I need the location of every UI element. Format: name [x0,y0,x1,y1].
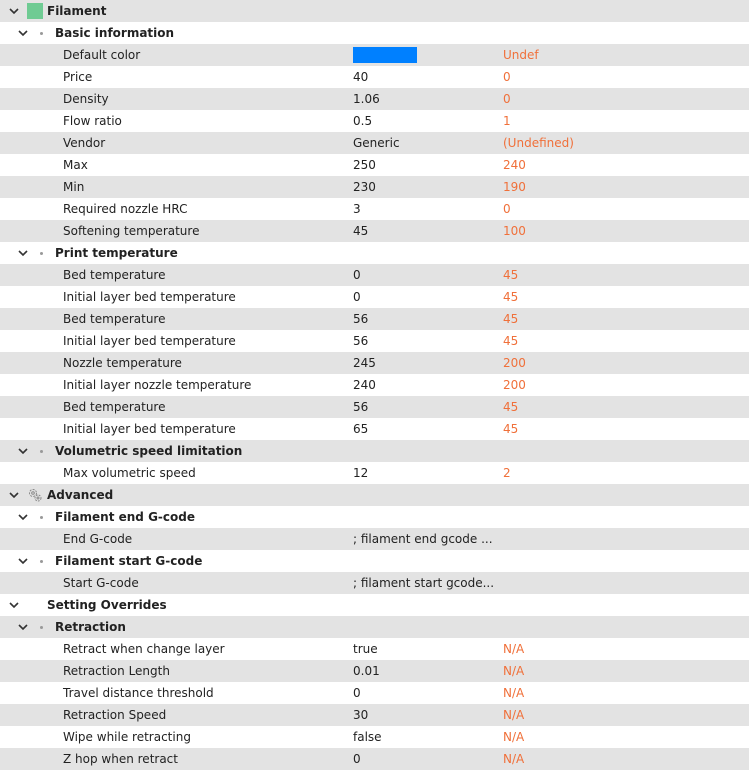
property-row[interactable] [0,660,749,682]
tree-group-row[interactable] [0,0,749,22]
property-value[interactable]: 0.01 [353,664,380,678]
original-value: 0 [503,92,511,106]
tree-group-row[interactable] [0,22,749,44]
property-value[interactable]: 0 [353,268,361,282]
property-row[interactable] [0,176,749,198]
chevron-down-icon[interactable] [9,594,21,616]
original-value: 45 [503,312,519,326]
property-value[interactable]: 1.06 [353,92,380,106]
chevron-down-icon[interactable] [9,484,21,506]
tree-group-row[interactable] [0,550,749,572]
property-value[interactable]: false [353,730,382,744]
chevron-down-icon[interactable] [18,506,30,528]
property-row[interactable] [0,462,749,484]
original-value: Undef [503,48,539,62]
original-value: 45 [503,400,519,414]
property-row[interactable] [0,308,749,330]
original-value: 0 [503,202,511,216]
property-row[interactable] [0,418,749,440]
property-value[interactable]: 0 [353,686,361,700]
property-label: Initial layer nozzle temperature [63,378,252,392]
property-row[interactable] [0,154,749,176]
property-label: Wipe while retracting [63,730,191,744]
property-label: Initial layer bed temperature [63,290,236,304]
property-row[interactable] [0,132,749,154]
chevron-down-icon[interactable] [18,440,30,462]
property-row[interactable] [0,396,749,418]
original-value: 1 [503,114,511,128]
bullet-icon [40,560,43,563]
property-value[interactable]: 230 [353,180,376,194]
property-value[interactable]: 0 [353,752,361,766]
property-row[interactable] [0,110,749,132]
property-label: Min [63,180,85,194]
section-label: Basic information [55,26,175,40]
property-label: Initial layer bed temperature [63,422,236,436]
original-value: N/A [503,708,525,722]
original-value: 45 [503,290,519,304]
property-row[interactable] [0,220,749,242]
property-label: Bed temperature [63,400,166,414]
property-label: Max [63,158,88,172]
property-label: Nozzle temperature [63,356,182,370]
property-row[interactable] [0,528,749,550]
property-label: Bed temperature [63,312,166,326]
property-row[interactable] [0,748,749,770]
property-row[interactable] [0,704,749,726]
tree-group-row[interactable] [0,594,749,616]
property-value[interactable]: 30 [353,708,369,722]
property-row[interactable] [0,66,749,88]
tree-group-row[interactable] [0,616,749,638]
original-value: (Undefined) [503,136,574,150]
property-value[interactable]: 240 [353,378,376,392]
tree-group-row[interactable] [0,484,749,506]
property-row[interactable] [0,374,749,396]
property-row[interactable] [0,198,749,220]
filament-color-icon [27,3,43,19]
property-value[interactable]: 56 [353,400,369,414]
original-value: 2 [503,466,511,480]
original-value: 240 [503,158,526,172]
chevron-down-icon[interactable] [18,550,30,572]
original-value: N/A [503,686,525,700]
group-label: Advanced [47,488,114,502]
property-label: Required nozzle HRC [63,202,188,216]
bullet-icon [40,450,43,453]
property-row[interactable] [0,352,749,374]
color-swatch[interactable] [353,47,417,63]
property-value[interactable]: ; filament end gcode ... [353,532,493,546]
property-value[interactable]: 65 [353,422,369,436]
property-label: Price [63,70,93,84]
original-value: 0 [503,70,511,84]
original-value: N/A [503,752,525,766]
property-label: Density [63,92,109,106]
original-value: 200 [503,378,526,392]
property-value[interactable]: 40 [353,70,369,84]
property-row[interactable] [0,264,749,286]
original-value: 200 [503,356,526,370]
property-label: Z hop when retract [63,752,178,766]
property-value[interactable]: 56 [353,334,369,348]
property-label: Flow ratio [63,114,122,128]
bullet-icon [40,516,43,519]
tree-group-row[interactable] [0,440,749,462]
property-label: Retraction Length [63,664,170,678]
tree-group-row[interactable] [0,242,749,264]
property-row[interactable] [0,726,749,748]
property-value[interactable]: 0.5 [353,114,373,128]
property-label: Retraction Speed [63,708,167,722]
property-label: Max volumetric speed [63,466,196,480]
property-value[interactable]: 3 [353,202,361,216]
original-value: 100 [503,224,526,238]
chevron-down-icon[interactable] [18,616,30,638]
property-value[interactable]: 245 [353,356,376,370]
property-label: Bed temperature [63,268,166,282]
property-label: Default color [63,48,141,62]
property-row[interactable] [0,330,749,352]
property-label: End G-code [63,532,133,546]
property-label: Travel distance threshold [63,686,214,700]
property-row[interactable] [0,638,749,660]
original-value: N/A [503,664,525,678]
property-value[interactable]: 56 [353,312,369,326]
section-label: Volumetric speed limitation [55,444,243,458]
property-row[interactable] [0,44,749,66]
property-row[interactable] [0,682,749,704]
property-value[interactable]: 12 [353,466,369,480]
property-value[interactable]: ; filament start gcode... [353,576,495,590]
original-value: 45 [503,334,519,348]
property-label: Start G-code [63,576,139,590]
chevron-down-icon[interactable] [18,242,30,264]
original-value: N/A [503,642,525,656]
property-value[interactable]: Generic [353,136,400,150]
property-label: Vendor [63,136,106,150]
gear-icon [27,487,43,503]
original-value: N/A [503,730,525,744]
property-label: Retract when change layer [63,642,225,656]
section-label: Retraction [55,620,126,634]
section-label: Print temperature [55,246,178,260]
bullet-icon [40,252,43,255]
section-label: Filament end G-code [55,510,195,524]
property-row[interactable] [0,286,749,308]
property-row[interactable] [0,572,749,594]
original-value: 190 [503,180,526,194]
original-value: 45 [503,268,519,282]
group-label: Filament [47,4,107,18]
chevron-down-icon[interactable] [18,22,30,44]
property-value[interactable]: 0 [353,290,361,304]
property-row[interactable] [0,88,749,110]
bullet-icon [40,32,43,35]
property-value[interactable]: true [353,642,378,656]
group-label: Setting Overrides [47,598,167,612]
property-label: Softening temperature [63,224,200,238]
section-label: Filament start G-code [55,554,203,568]
original-value: 45 [503,422,519,436]
property-value[interactable]: 250 [353,158,376,172]
bullet-icon [40,626,43,629]
property-label: Initial layer bed temperature [63,334,236,348]
tree-group-row[interactable] [0,506,749,528]
chevron-down-icon[interactable] [9,0,21,22]
property-value[interactable]: 45 [353,224,369,238]
